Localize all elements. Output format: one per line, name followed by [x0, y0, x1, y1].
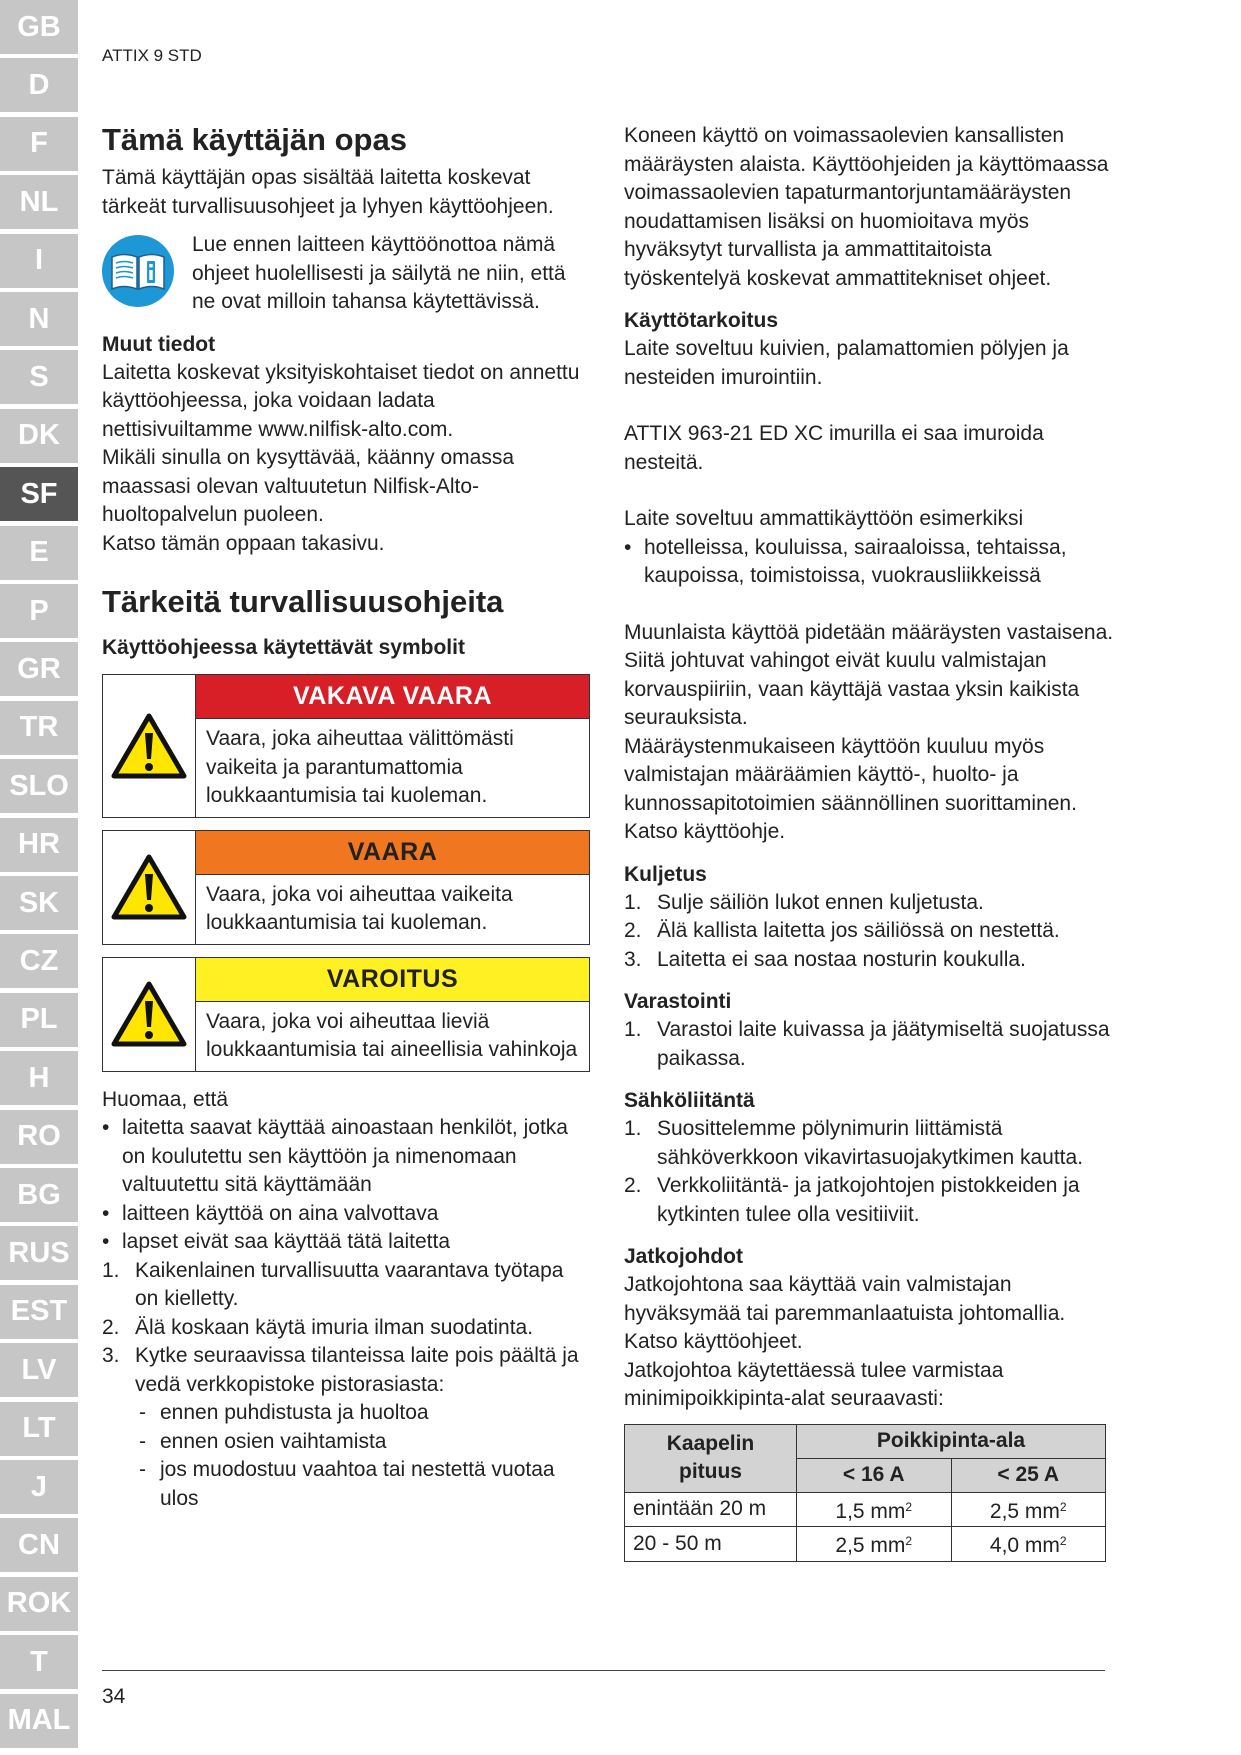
list-item: 1. Kaikenlainen turvallisuutta vaarantava työtapa on kielletty.: [102, 1258, 564, 1310]
language-tab-lv[interactable]: LV: [0, 1343, 78, 1399]
product-header: ATTIX 9 STD: [102, 46, 202, 65]
warning-triangle-icon: [111, 854, 187, 920]
list-item: • laitetta saavat käyttää ainoastaan henkilöt, jotka on koulutettu sen käyttöön ja nimenomaan valtuutettu sitä käyttämään: [102, 1114, 590, 1200]
info-notice: [102, 231, 590, 317]
list-item: 3. Kytke seuraavissa tilanteissa laite pois päältä ja vedä verkkopistoke pistorasiasta: - ennen puhdistusta ja huoltoa - ennen osien vaihtamista - jos muodostuu vaahtoa tai nestettä vuotaa ulos: [102, 1342, 590, 1513]
list-item: - jos muodostuu vaahtoa tai nestettä vuotaa ulos: [135, 1456, 590, 1513]
page-number: 34: [102, 1685, 126, 1708]
list-item: 2. Verkkoliitäntä- ja jatkojohtojen pistokkeiden ja kytkinten tulee olla vesitiiviit.: [624, 1174, 1080, 1226]
list-item: • lapset eivät saa käyttää tätä laitetta: [102, 1228, 590, 1257]
table-cell: 1,5 $mm^2$: [797, 1492, 952, 1527]
language-tab-cz[interactable]: CZ: [0, 934, 78, 990]
language-tab-ro[interactable]: RO: [0, 1110, 78, 1166]
danger-text: Vaara, joka aiheuttaa välittömästi vaikeita ja parantumattomia loukkaantumisia tai kuoleman.: [206, 727, 514, 807]
table-row: [625, 1527, 1106, 1562]
language-tab-dk[interactable]: DK: [0, 409, 78, 465]
table-cell: 2,5 $mm^2$: [797, 1527, 952, 1562]
language-tab-nl[interactable]: NL: [0, 175, 78, 231]
warning-box-warning: [102, 830, 590, 945]
language-tab-gb[interactable]: GB: [0, 0, 78, 56]
extension-p1: Jatkojohtona saa käyttää vain valmistajan hyväksymää tai paremmanlaatuista johtomallia. Katso käyttöohjeet.: [624, 1273, 1066, 1353]
unplug-situations: [135, 1399, 590, 1513]
language-tab-i[interactable]: I: [0, 234, 78, 290]
warning-box-caution: [102, 957, 590, 1072]
language-tab-sf[interactable]: SF: [0, 467, 78, 523]
table-cell: 2,5 $mm^2$: [951, 1492, 1106, 1527]
note-intro: Huomaa, että: [102, 1087, 229, 1111]
warning-triangle-icon: [111, 981, 187, 1047]
read-manual-icon: [102, 235, 174, 307]
transport-heading: Kuljetus: [624, 862, 707, 886]
note-bullets: [102, 1114, 590, 1257]
caution-text: Vaara, joka voi aiheuttaa lieviä loukkaantumisia tai aineellisia vahinkoja: [206, 1009, 578, 1061]
warning-text: Vaara, joka voi aiheuttaa vaikeita loukkaantumisia tai kuoleman.: [206, 882, 513, 934]
intro-paragraph: Tämä käyttäjän opas sisältää laitetta koskevat tärkeät turvallisuusohjeet ja lyhyen käyttöohjeen.: [102, 166, 554, 218]
list-item: • hotelleissa, kouluissa, sairaaloissa, tehtaissa, kaupoissa, toimistoissa, vuokrausliikkeissä: [624, 534, 1114, 591]
purpose-p1: Laite soveltuu kuivien, palamattomien pölyjen ja nesteiden imurointiin.: [624, 337, 1069, 389]
language-tabs: [0, 0, 78, 1755]
language-tab-h[interactable]: H: [0, 1051, 78, 1107]
language-tab-cn[interactable]: CN: [0, 1518, 78, 1574]
table-header-16a: < 16 A: [797, 1458, 952, 1492]
purpose-p4: Muunlaista käyttöä pidetään määräysten vastaisena. Siitä johtuvat vahingot eivät kuulu valmistajan korvauspiiriin, vaan käyttäjä vastaa yksin kaikista seurauksista.: [624, 620, 1114, 729]
section-title-guide: Tämä käyttäjän opas: [102, 122, 407, 157]
language-tab-slo[interactable]: SLO: [0, 759, 78, 815]
language-tab-gr[interactable]: GR: [0, 642, 78, 698]
language-tab-sk[interactable]: SK: [0, 876, 78, 932]
extension-heading: Jatkojohdot: [624, 1245, 743, 1268]
right-column: [624, 122, 1114, 1562]
language-tab-tr[interactable]: TR: [0, 701, 78, 757]
storage-list: [624, 1016, 1114, 1073]
electric-list: [624, 1115, 1114, 1229]
purpose-bullets: [624, 534, 1114, 591]
table-header-25a: < 25 A: [951, 1458, 1106, 1492]
list-item: - ennen puhdistusta ja huoltoa: [135, 1399, 590, 1428]
table-header-length: Kaapelin pituus: [625, 1424, 797, 1492]
left-column: [102, 122, 590, 1513]
other-info-p1: Laitetta koskevat yksityiskohtaiset tiedot on annettu käyttöohjeessa, joka voidaan ladata nettisivuiltamme www.nilfisk-alto.com.: [102, 360, 580, 441]
list-item: 2. Älä koskaan käytä imuria ilman suodatinta.: [102, 1315, 534, 1339]
language-tab-e[interactable]: E: [0, 526, 78, 582]
language-tab-rok[interactable]: ROK: [0, 1577, 78, 1633]
list-item: 2. Älä kallista laitetta jos säiliössä on nestettä.: [624, 919, 1060, 942]
symbols-heading: Käyttöohjeessa käytettävät symbolit: [102, 636, 465, 659]
language-tab-rus[interactable]: RUS: [0, 1226, 78, 1282]
cable-table: [624, 1424, 1106, 1562]
other-info-p2: Mikäli sinulla on kysyttävää, käänny omassa maassasi olevan valtuutetun Nilfisk-Alto-huoltopalvelun puoleen.: [102, 446, 515, 526]
warning-label: VAARA: [196, 831, 589, 875]
purpose-p2: ATTIX 963-21 ED XC imurilla ei saa imuroida nesteitä.: [624, 422, 1044, 474]
language-tab-p[interactable]: P: [0, 584, 78, 640]
list-item: • laitteen käyttöä on aina valvottava: [102, 1200, 590, 1229]
list-item: 1. Varastoi laite kuivassa ja jäätymiseltä suojatussa paikassa.: [624, 1018, 1110, 1070]
table-row: [625, 1492, 1106, 1527]
purpose-p5: Määräystenmukaiseen käyttöön kuuluu myös valmistajan määräämien käyttö-, huolto- ja kunnossapitotoimien säännöllinen suorittaminen. Katso käyttöohje.: [624, 734, 1077, 843]
language-tab-bg[interactable]: BG: [0, 1168, 78, 1224]
extension-p2: Jatkojohtoa käytettäessä tulee varmistaa minimipoikkipinta-alat seuraavasti:: [624, 1358, 1004, 1410]
language-tab-j[interactable]: J: [0, 1460, 78, 1516]
table-header-cross-section: Poikkipinta-ala: [797, 1424, 1106, 1458]
purpose-heading: Käyttötarkoitus: [624, 309, 779, 332]
language-tab-lt[interactable]: LT: [0, 1402, 78, 1458]
section-title-safety: Tärkeitä turvallisuusohjeita: [102, 584, 504, 619]
warning-triangle-icon: [111, 713, 187, 779]
list-item: 1. Sulje säiliön lukot ennen kuljetusta.: [624, 890, 984, 914]
danger-label: VAKAVA VAARA: [196, 675, 589, 719]
table-cell: 4,0 $mm^2$: [951, 1527, 1106, 1562]
storage-heading: Varastointi: [624, 990, 732, 1013]
purpose-p3: Laite soveltuu ammattikäyttöön esimerkiksi: [624, 507, 1024, 530]
table-cell: enintään 20 m: [625, 1492, 797, 1527]
safety-rules: [102, 1257, 590, 1514]
language-tab-t[interactable]: T: [0, 1635, 78, 1691]
language-tab-n[interactable]: N: [0, 292, 78, 348]
language-tab-hr[interactable]: HR: [0, 818, 78, 874]
other-info-p3: Katso tämän oppaan takasivu.: [102, 531, 385, 555]
regulations-paragraph: Koneen käyttö on voimassaolevien kansallisten määräysten alaista. Käyttöohjeiden ja käyttömaassa voimassaolevien tapaturmantorjuntamääräysten noudattamisen lisäksi on huomioitava myös hyväksytyt turvallista ja ammattitaitoista työskentelyä koskevat ammattitekniset ohjeet.: [624, 124, 1109, 290]
language-tab-d[interactable]: D: [0, 58, 78, 114]
info-text: Lue ennen laitteen käyttöönottoa nämä ohjeet huolellisesti ja säilytä ne niin, että ne ovat milloin tahansa käytettävissä.: [192, 233, 566, 313]
list-item: 1. Suosittelemme pölynimurin liittämistä sähköverkkoon vikavirtasuojakytkimen kautta.: [624, 1117, 1084, 1169]
language-tab-pl[interactable]: PL: [0, 993, 78, 1049]
list-item: - ennen osien vaihtamista: [135, 1428, 590, 1457]
language-tab-mal[interactable]: MAL: [0, 1694, 78, 1750]
transport-list: [624, 889, 1114, 975]
electric-heading: Sähköliitäntä: [624, 1089, 755, 1112]
list-item: 3. Laitetta ei saa nostaa nosturin koukulla.: [624, 947, 1026, 971]
caution-label: VAROITUS: [196, 958, 589, 1002]
warning-box-danger: [102, 674, 590, 818]
language-tab-f[interactable]: F: [0, 117, 78, 173]
language-tab-s[interactable]: S: [0, 350, 78, 406]
table-cell: 20 - 50 m: [625, 1527, 797, 1562]
footer-divider: [102, 1670, 1105, 1671]
other-info-heading: Muut tiedot: [102, 332, 216, 356]
language-tab-est[interactable]: EST: [0, 1285, 78, 1341]
